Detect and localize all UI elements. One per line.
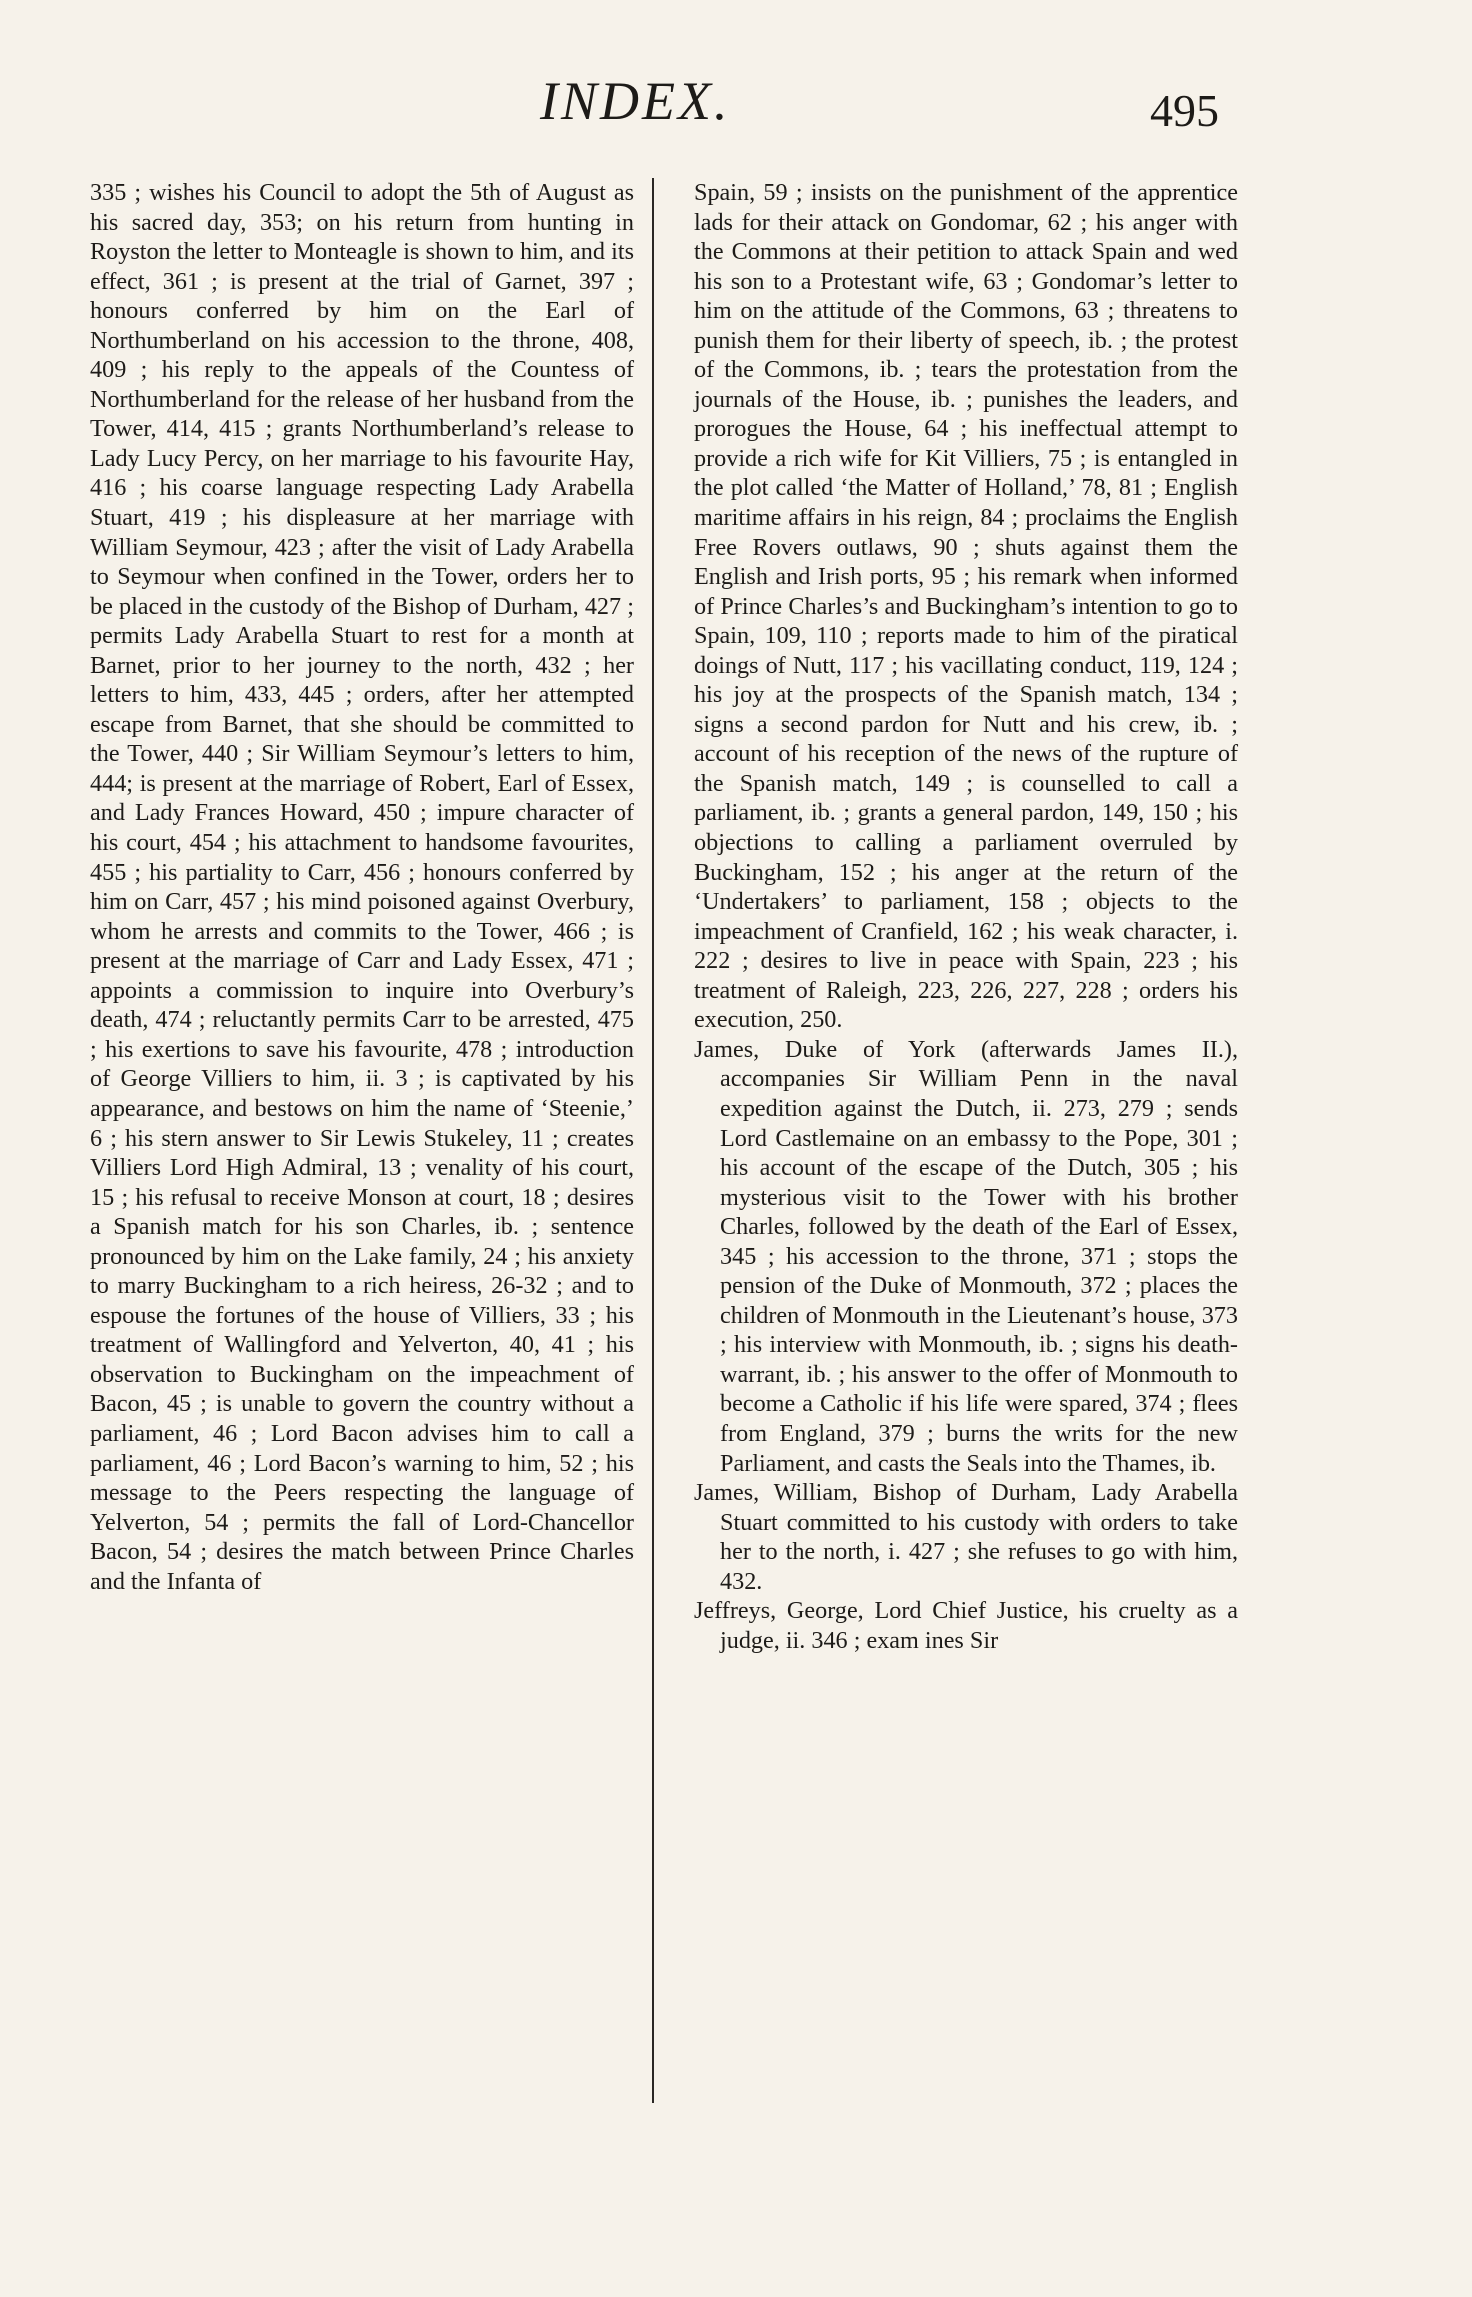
index-entry: James, William, Bishop of Durham, Lady Arabella Stuart committed to his custody with orders to take her to the north, i. 427 ; she refuses to go with him, 432. [694, 1479, 1238, 1595]
page-number: 495 [1150, 85, 1219, 136]
running-title: INDEX. [540, 71, 731, 131]
index-entry: 335 ; wishes his Council to adopt the 5th of August as his sacred day, 353; on his return from hunting in Royston the letter to Monteagle is shown to him, and its effect, 361 ; is present at the trial of Garnet, 397 ; honours conferred by him on the Earl of Northumberland on his accession to the throne, 408, 409 ; his reply to the appeals of the Countess of Northumberland for the release of her husband from the Tower, 414, 415 ; grants Northumberland’s release to Lady Lucy Percy, on her marriage to his favourite Hay, 416 ; his coarse language respecting Lady Arabella Stuart, 419 ; his displeasure at her marriage with William Seymour, 423 ; after the visit of Lady Arabella to Seymour when confined in the Tower, orders her to be placed in the custody of the Bishop of Durham, 427 ; permits Lady Arabella Stuart to rest for a month at Barnet, prior to her journey to the north, 432 ; her letters to him, 433, 445 ; orders, after her attempted escape from Barnet, that she should be committed to the Tower, 440 ; Sir William Seymour’s letters to him, 444; is present at the marriage of Robert, Earl of Essex, and Lady Frances Howard, 450 ; impure character of his court, 454 ; his attachment to handsome favourites, 455 ; his partiality to Carr, 456 ; honours conferred by him on Carr, 457 ; his mind poisoned against Overbury, whom he arrests and commits to the Tower, 466 ; is present at the marriage of Carr and Lady Essex, 471 ; appoints a commission to inquire into Overbury’s death, 474 ; reluctantly permits Carr to be arrested, 475 ; his exertions to save his favourite, 478 ; introduction of George Villiers to him, ii. 3 ; is captivated by his appearance, and bestows on him the name of ‘Steenie,’ 6 ; his stern answer to Sir Lewis Stukeley, 11 ; creates Villiers Lord High Admiral, 13 ; venality of his court, 15 ; his refusal to receive Monson at court, 18 ; desires a Spanish match for his son Charles, ib. ; sentence pronounced by him on the Lake family, 24 ; his anxiety to marry Buckingham to a rich heiress, 26-32 ; and to espouse the fortunes of the house of Villiers, 33 ; his treatment of Wallingford and Yelverton, 40, 41 ; his observation to Buckingham on the impeachment of Bacon, 45 ; is unable to govern the country without a parliament, 46 ; Lord Bacon advises him to call a parliament, 46 ; Lord Bacon’s warning to him, 52 ; his message to the Peers respecting the language of Yelverton, 54 ; permits the fall of Lord-Chancellor Bacon, 54 ; desires the match between Prince Charles and the Infanta of [90, 179, 634, 1595]
index-entry: Jeffreys, George, Lord Chief Justice, his cruelty as a judge, ii. 346 ; exam ines Sir [694, 1597, 1238, 1654]
column-divider [652, 178, 654, 2103]
index-entry: James, Duke of York (afterwards James II.), accompanies Sir William Penn in the naval expedition against the Dutch, ii. 273, 279 ; sends Lord Castlemaine on an embassy to the Pope, 301 ; his account of the escape of the Dutch, 305 ; his mysterious visit to the Tower with his brother Charles, followed by the death of the Earl of Essex, 345 ; his accession to the throne, 371 ; stops the pension of the Duke of Monmouth, 372 ; places the children of Monmouth in the Lieutenant’s house, 373 ; his interview with Monmouth, ib. ; signs his death-warrant, ib. ; his answer to the offer of Monmouth to become a Catholic if his life were spared, 374 ; flees from England, 379 ; burns the writs for the new Parliament, and casts the Seals into the Thames, ib. [694, 1035, 1238, 1477]
right-column [694, 178, 1238, 1655]
index-entry: Spain, 59 ; insists on the punishment of the apprentice lads for their attack on Gondomar, 62 ; his anger with the Commons at their petition to attack Spain and wed his son to a Protestant wife, 63 ; Gondomar’s letter to him on the attitude of the Commons, 63 ; threatens to punish them for their liberty of speech, ib. ; the protest of the Commons, ib. ; tears the protestation from the journals of the House, ib. ; punishes the leaders, and prorogues the House, 64 ; his ineffectual attempt to provide a rich wife for Kit Villiers, 75 ; is entangled in the plot called ‘the Matter of Holland,’ 78, 81 ; English maritime affairs in his reign, 84 ; proclaims the English Free Rovers outlaws, 90 ; shuts against them the English and Irish ports, 95 ; his remark when informed of Prince Charles’s and Buckingham’s intention to go to Spain, 109, 110 ; reports made to him of the piratical doings of Nutt, 117 ; his vacillating conduct, 119, 124 ; his joy at the prospects of the Spanish match, 134 ; signs a second pardon for Nutt and his crew, ib. ; account of his reception of the news of the rupture of the Spanish match, 149 ; is counselled to call a parliament, ib. ; grants a general pardon, 149, 150 ; his objections to calling a parliament overruled by Buckingham, 152 ; his anger at the return of the ‘Undertakers’ to parliament, 158 ; objects to the impeachment of Cranfield, 162 ; his weak character, i. 222 ; desires to live in peace with Spain, 223 ; his treatment of Raleigh, 223, 226, 227, 228 ; orders his execution, 250. [694, 179, 1238, 1034]
left-column [90, 178, 634, 1596]
